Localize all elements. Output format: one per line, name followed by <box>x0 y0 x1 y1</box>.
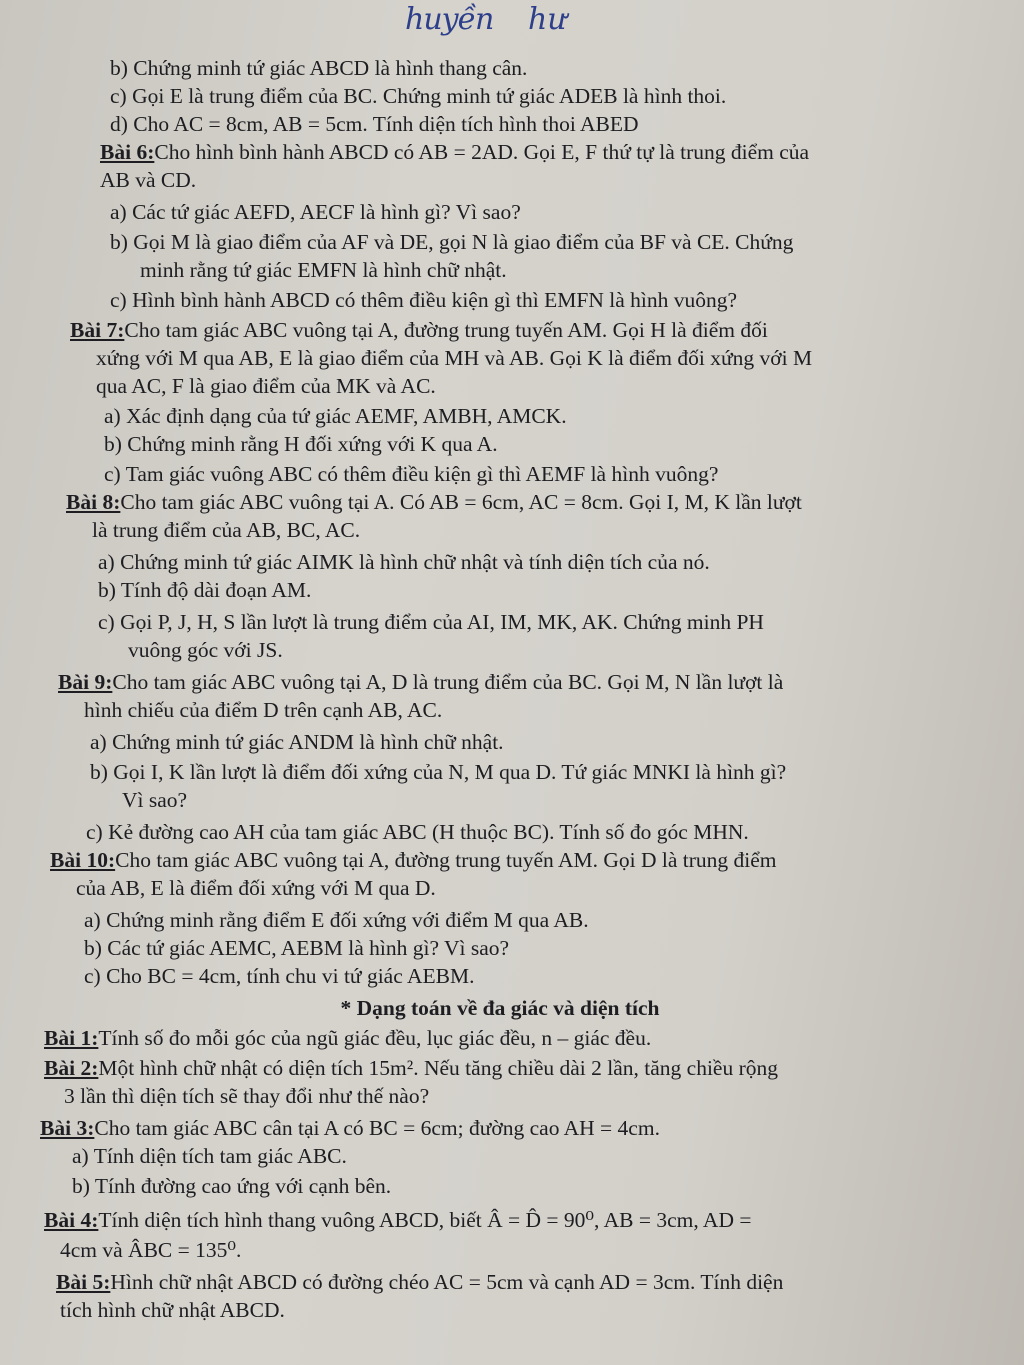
text-line <box>0 1082 1000 1110</box>
text-line <box>0 1236 1000 1264</box>
line-text: vuông góc với JS. <box>128 638 283 662</box>
text-line <box>0 548 1000 576</box>
line-text: Cho tam giác ABC vuông tại A. Có AB = 6cm, AC = 8cm. Gọi I, M, K lần lượt <box>120 490 802 514</box>
line-text: a) Chứng minh tứ giác ANDM là hình chữ nhật. <box>90 730 504 754</box>
text-line <box>0 460 1000 488</box>
exercise-label: Bài 2: <box>44 1056 99 1080</box>
exercise-heading-line <box>0 138 1000 166</box>
text-line <box>0 696 1000 724</box>
line-text: b) Gọi M là giao điểm của AF và DE, gọi N là giao điểm của BF và CE. Chứng <box>110 230 794 254</box>
line-text: c) Cho BC = 4cm, tính chu vi tứ giác AEBM. <box>84 964 475 988</box>
text-line <box>0 166 1000 194</box>
text-line <box>0 758 1000 786</box>
exercise-heading-line <box>0 1054 1000 1082</box>
text-line <box>0 198 1000 226</box>
exercise-label: Bài 5: <box>56 1270 111 1294</box>
line-text: qua AC, F là giao điểm của MK và AC. <box>96 374 436 398</box>
text-line <box>0 256 1000 284</box>
text-line <box>0 874 1000 902</box>
exercise-label: Bài 9: <box>58 670 113 694</box>
text-line <box>0 110 1000 138</box>
line-text: xứng với M qua AB, E là giao điểm của MH và AB. Gọi K là điểm đối xứng với M <box>96 346 813 370</box>
line-text: a) Xác định dạng của tứ giác AEMF, AMBH, AMCK. <box>104 404 567 428</box>
line-text: tích hình chữ nhật ABCD. <box>60 1298 285 1322</box>
exercise-label: Bài 10: <box>50 848 116 872</box>
exercise-label: Bài 1: <box>44 1026 99 1050</box>
text-line <box>0 728 1000 756</box>
line-text: c) Tam giác vuông ABC có thêm điều kiện gì thì AEMF là hình vuông? <box>104 462 719 486</box>
line-text: Một hình chữ nhật có diện tích 15m². Nếu tăng chiều dài 2 lần, tăng chiều rộng <box>98 1056 779 1080</box>
handwritten-name: huyền <box>405 2 494 37</box>
text-line <box>0 786 1000 814</box>
exercise-heading-line <box>0 1206 1000 1234</box>
text-line <box>0 344 1000 372</box>
text-line <box>0 54 1000 82</box>
text-line <box>0 576 1000 604</box>
text-line <box>0 430 1000 458</box>
exercise-label: Bài 3: <box>40 1116 95 1140</box>
line-text: b) Tính đường cao ứng với cạnh bên. <box>72 1174 392 1198</box>
line-text: d) Cho AC = 8cm, AB = 5cm. Tính diện tích hình thoi ABED <box>110 112 639 136</box>
line-text: b) Các tứ giác AEMC, AEBM là hình gì? Vì sao? <box>84 936 510 960</box>
line-text: b) Gọi I, K lần lượt là điểm đối xứng của N, M qua D. Tứ giác MNKI là hình gì? <box>90 760 787 784</box>
line-text: hình chiếu của điểm D trên cạnh AB, AC. <box>84 698 443 722</box>
line-text: minh rằng tứ giác EMFN là hình chữ nhật. <box>140 258 507 282</box>
exercise-heading-line <box>0 488 1000 516</box>
line-text: c) Kẻ đường cao AH của tam giác ABC (H thuộc BC). Tính số đo góc MHN. <box>86 820 749 844</box>
text-line <box>0 228 1000 256</box>
section-heading <box>0 994 1000 1022</box>
line-text: Tính diện tích hình thang vuông ABCD, biết Â = D̂ = 90⁰, AB = 3cm, AD = <box>98 1208 752 1232</box>
line-text: Cho tam giác ABC vuông tại A, đường trung tuyến AM. Gọi D là trung điểm <box>115 848 777 872</box>
exercise-label: Bài 6: <box>100 140 155 164</box>
line-text: a) Các tứ giác AEFD, AECF là hình gì? Vì sao? <box>110 200 521 224</box>
text-line <box>0 1296 1000 1324</box>
line-text: Cho tam giác ABC vuông tại A, D là trung điểm của BC. Gọi M, N lần lượt là <box>112 670 784 694</box>
line-text: c) Gọi P, J, H, S lần lượt là trung điểm của AI, IM, MK, AK. Chứng minh PH <box>98 610 764 634</box>
line-text: là trung điểm của AB, BC, AC. <box>92 518 361 542</box>
line-text: b) Chứng minh tứ giác ABCD là hình thang cân. <box>110 56 528 80</box>
exercise-label: Bài 8: <box>66 490 121 514</box>
line-text: a) Tính diện tích tam giác ABC. <box>72 1144 347 1168</box>
text-line <box>0 906 1000 934</box>
text-line <box>0 372 1000 400</box>
line-text: Cho hình bình hành ABCD có AB = 2AD. Gọi E, F thứ tự là trung điểm của <box>154 140 810 164</box>
text-line <box>0 962 1000 990</box>
text-line <box>0 608 1000 636</box>
line-text: Vì sao? <box>122 788 188 812</box>
text-line <box>0 1142 1000 1170</box>
line-text: a) Chứng minh rằng điểm E đối xứng với điểm M qua AB. <box>84 908 589 932</box>
exercise-heading-line <box>0 1268 1000 1296</box>
line-text: b) Chứng minh rằng H đối xứng với K qua A. <box>104 432 498 456</box>
text-line <box>0 818 1000 846</box>
line-text: của AB, E là điểm đối xứng với M qua D. <box>76 876 436 900</box>
line-text: Cho tam giác ABC vuông tại A, đường trung tuyến AM. Gọi H là điểm đối <box>124 318 768 342</box>
line-text: 3 lần thì diện tích sẽ thay đổi như thế nào? <box>64 1084 430 1108</box>
exercise-heading-line <box>0 1024 1000 1052</box>
exercise-heading-line <box>0 316 1000 344</box>
text-line <box>0 636 1000 664</box>
exercise-label: Bài 4: <box>44 1208 99 1232</box>
line-text: 4cm và ÂBC = 135⁰. <box>60 1238 242 1262</box>
line-text: Hình chữ nhật ABCD có đường chéo AC = 5cm và cạnh AD = 3cm. Tính diện <box>110 1270 784 1294</box>
text-line <box>0 934 1000 962</box>
line-text: AB và CD. <box>100 168 197 192</box>
line-text: * Dạng toán về đa giác và diện tích <box>340 996 660 1020</box>
line-text: Tính số đo mỗi góc của ngũ giác đều, lục giác đều, n – giác đều. <box>98 1026 652 1050</box>
exercise-heading-line <box>0 846 1000 874</box>
exercise-heading-line <box>0 668 1000 696</box>
line-text: b) Tính độ dài đoạn AM. <box>98 578 312 602</box>
exercise-text <box>0 54 1000 1324</box>
text-line <box>0 516 1000 544</box>
text-line <box>0 82 1000 110</box>
exercise-heading-line <box>0 1114 1000 1142</box>
text-line <box>0 402 1000 430</box>
handwritten-note: hư <box>528 2 567 37</box>
text-line <box>0 286 1000 314</box>
line-text: c) Hình bình hành ABCD có thêm điều kiện gì thì EMFN là hình vuông? <box>110 288 738 312</box>
line-text: a) Chứng minh tứ giác AIMK là hình chữ nhật và tính diện tích của nó. <box>98 550 710 574</box>
exercise-label: Bài 7: <box>70 318 125 342</box>
line-text: Cho tam giác ABC cân tại A có BC = 6cm; đường cao AH = 4cm. <box>94 1116 660 1140</box>
line-text: c) Gọi E là trung điểm của BC. Chứng minh tứ giác ADEB là hình thoi. <box>110 84 727 108</box>
text-line <box>0 1172 1000 1200</box>
